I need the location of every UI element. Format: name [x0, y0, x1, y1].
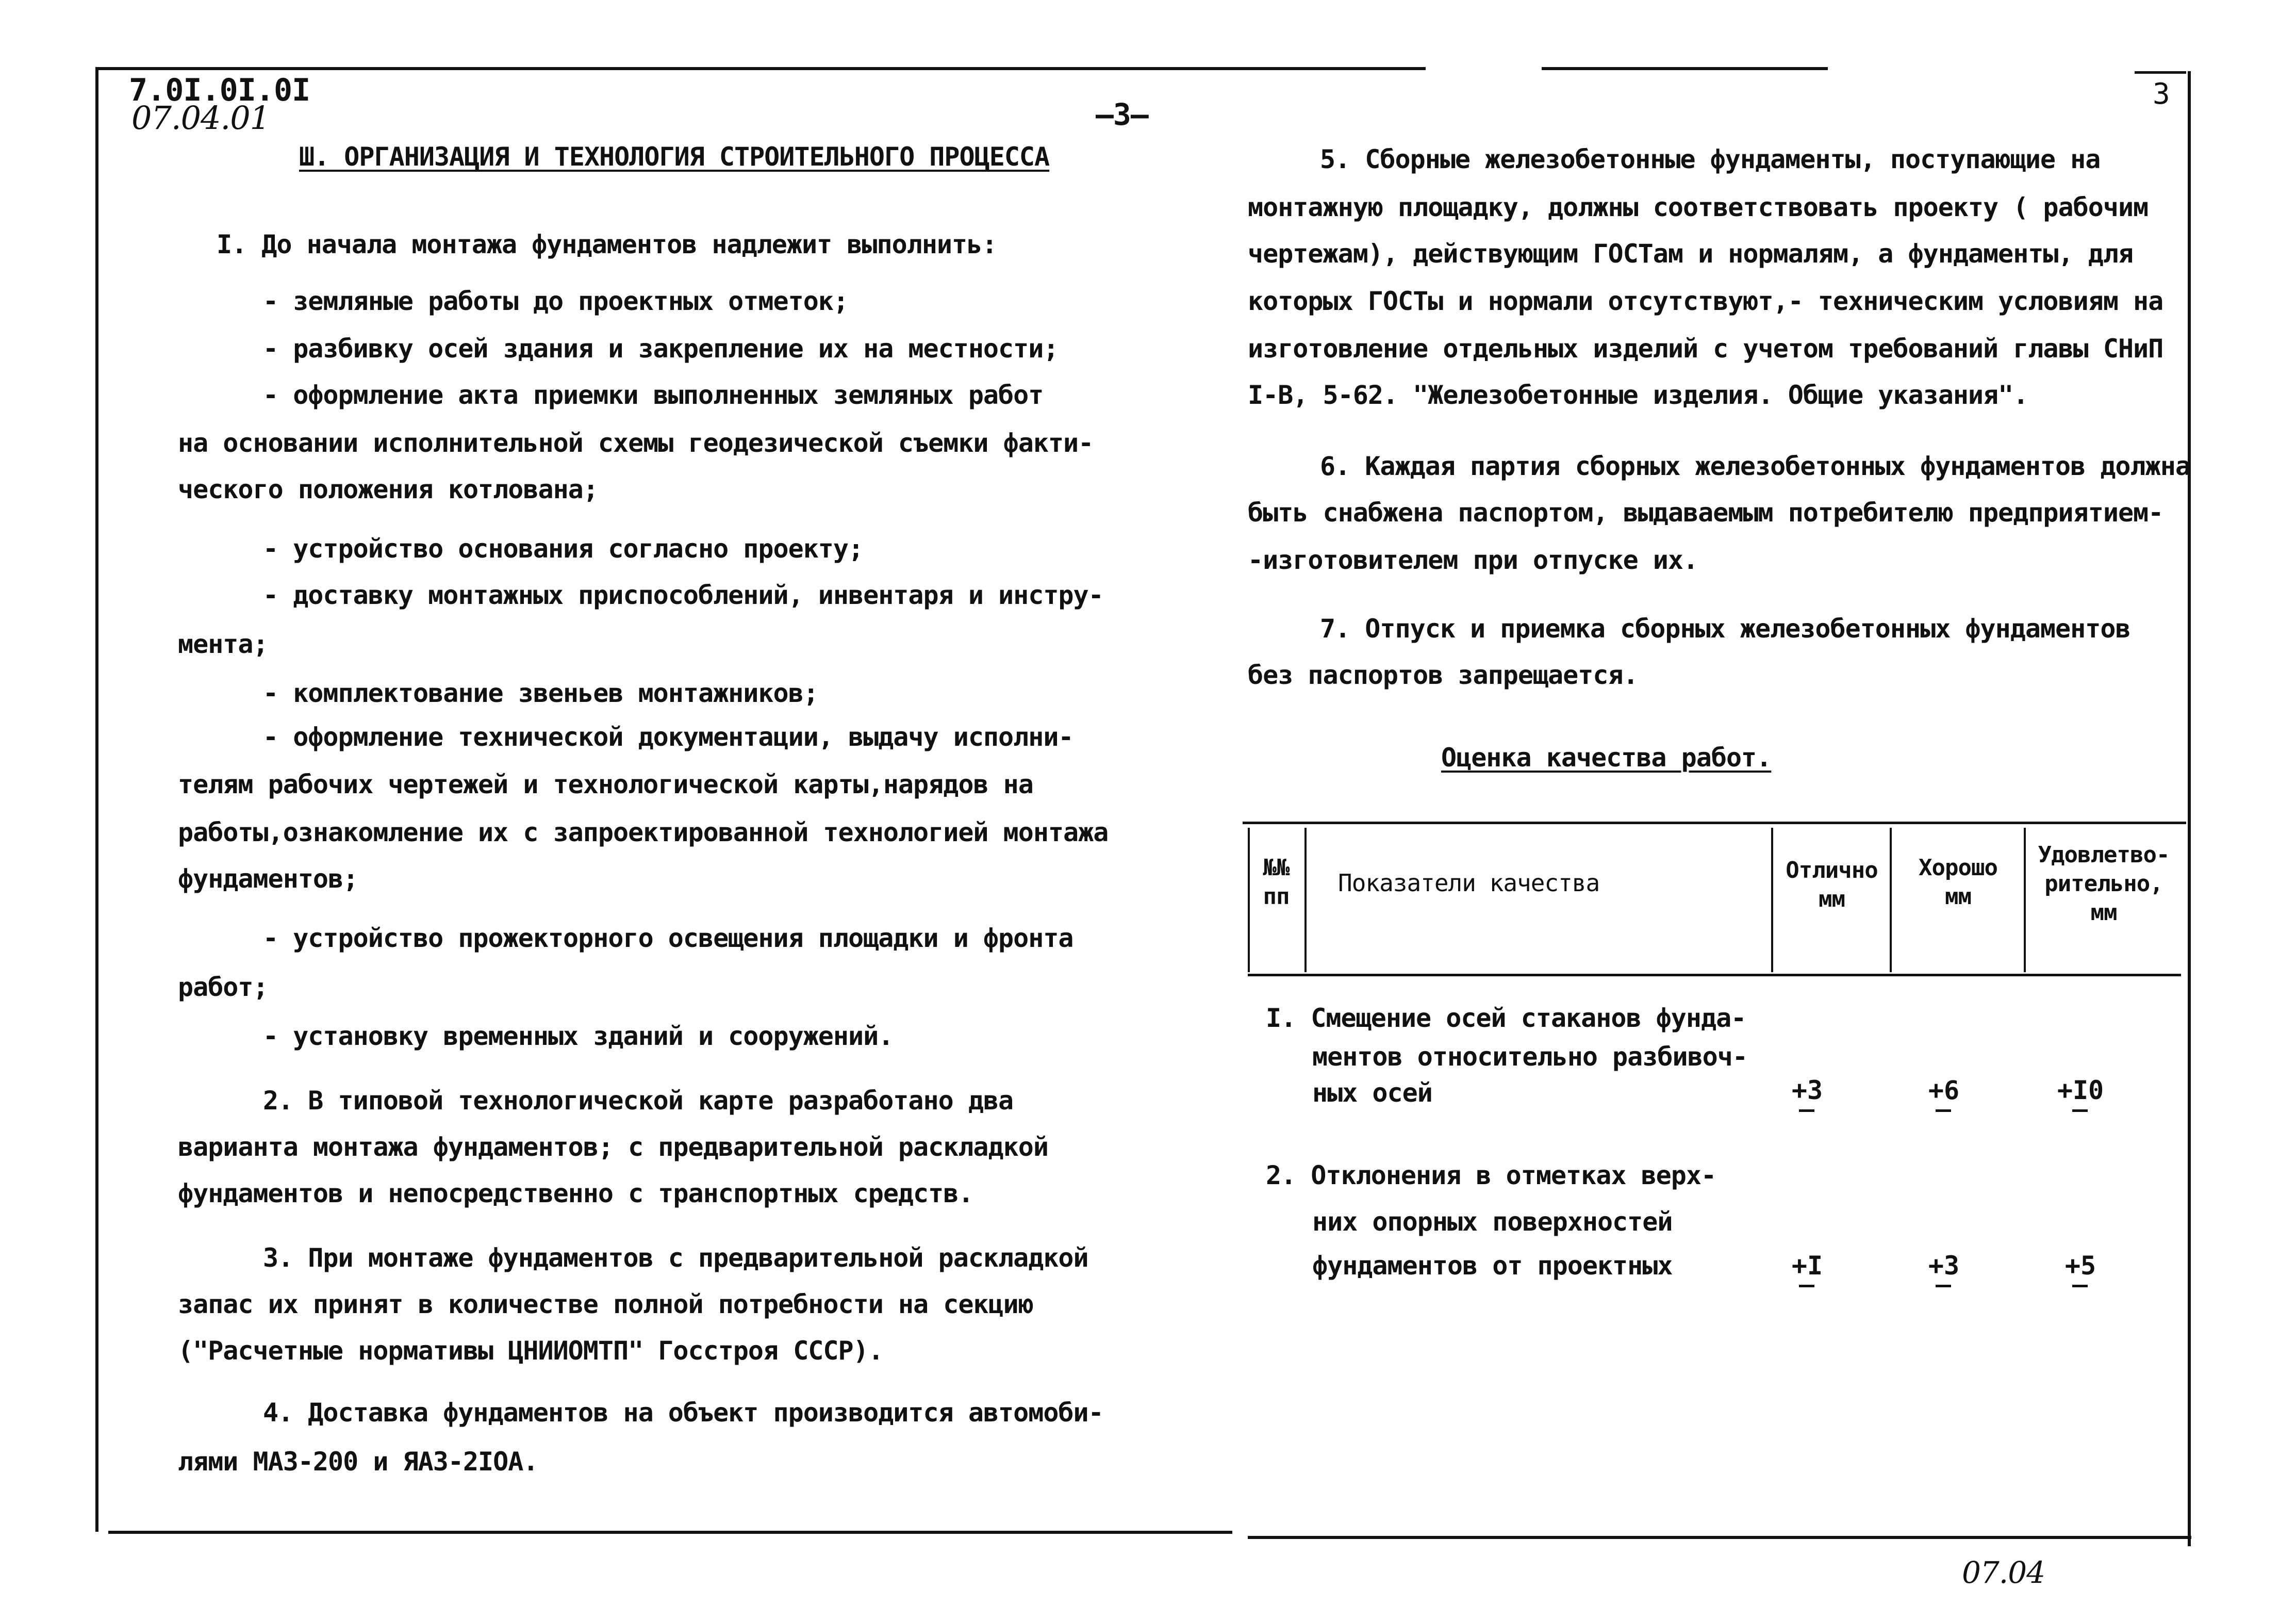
left-line: - установку временных зданий и сооружений.	[263, 1021, 894, 1051]
table-row-text: ных осей	[1312, 1078, 1432, 1108]
header-num-line: №№	[1263, 855, 1290, 881]
right-line: изготовление отдельных изделий с учетом требований главы СНиП	[1248, 334, 2163, 364]
left-line: - разбивку осей здания и закрепление их на местности;	[263, 334, 1059, 364]
table-col-divider	[1304, 828, 1307, 972]
left-line: 4. Доставка фундаментов на объект производится автомоби-	[263, 1398, 1103, 1428]
frame-top-right	[1542, 67, 1828, 70]
table-col-divider	[1248, 828, 1250, 972]
header-num-line: пп	[1263, 883, 1290, 910]
frame-bottom-left	[108, 1531, 1232, 1534]
left-line: лями МАЗ-200 и ЯАЗ-2IOА.	[178, 1447, 538, 1477]
left-line: ческого положения котлована;	[178, 474, 598, 504]
table-top-rule	[1243, 822, 2186, 824]
left-line: - оформление технической документации, выдачу исполни-	[263, 722, 1073, 752]
table-row-text: них опорных поверхностей	[1312, 1207, 1673, 1237]
left-line: работы,ознакомление их с запроектированной технологией монтажа	[178, 817, 1109, 847]
header-excellent	[1774, 856, 1890, 914]
frame-left	[95, 67, 98, 1532]
left-line: - устройство прожекторного освещения площадки и фронта	[263, 923, 1073, 953]
right-line: 7. Отпуск и приемка сборных железобетонных фундаментов	[1320, 614, 2130, 644]
header-good-line: Хорошо	[1919, 855, 1997, 881]
header-satisfactory-line: рительно,	[2044, 871, 2163, 897]
table-header-rule	[1248, 974, 2181, 976]
header-indicator: Показатели качества	[1338, 869, 1600, 897]
left-line: 3. При монтаже фундаментов с предварительной раскладкой	[263, 1243, 1088, 1273]
right-line: без паспортов запрещается.	[1248, 660, 1638, 690]
header-satisfactory-line: мм	[2090, 899, 2117, 926]
header-excellent-line: Отлично	[1786, 857, 1878, 883]
frame-bottom-right	[1248, 1536, 2191, 1539]
header-satisfactory	[2026, 841, 2181, 927]
right-line: 5. Сборные железобетонные фундаменты, поступающие на	[1320, 144, 2101, 174]
right-line: -изготовителем при отпуске их.	[1248, 545, 1698, 575]
value-satisfactory: +I0	[2029, 1075, 2132, 1105]
right-line: I-В, 5-62. "Железобетонные изделия. Общие указания".	[1248, 380, 2028, 410]
frame-top-corner	[2135, 71, 2186, 74]
left-line: запас их принят в количестве полной потребности на секцию	[178, 1289, 1033, 1319]
left-line: - комплектование звеньев монтажников;	[263, 678, 818, 708]
left-line: фундаментов и непосредственно с транспортных средств.	[178, 1178, 973, 1208]
page-number-center: —3—	[1096, 97, 1148, 132]
table-row-text: 2. Отклонения в отметках верх-	[1266, 1160, 1716, 1190]
value-satisfactory: +5	[2029, 1251, 2132, 1281]
footer-handwritten-code: 07.04	[1962, 1555, 2045, 1590]
value-excellent: +I	[1756, 1251, 1859, 1281]
frame-top-left	[95, 67, 1426, 70]
table-row-text: фундаментов от проектных	[1312, 1251, 1673, 1281]
value-excellent: +3	[1756, 1075, 1859, 1105]
table-row-text: I. Смещение осей стаканов фунда-	[1266, 1003, 1746, 1033]
frame-right	[2188, 71, 2191, 1546]
left-line: - земляные работы до проектных отметок;	[263, 286, 848, 316]
right-line: быть снабжена паспортом, выдаваемым потребителю предприятием-	[1248, 498, 2163, 528]
header-num	[1250, 854, 1302, 911]
right-line: монтажную площадку, должны соответствовать проекту ( рабочим	[1248, 192, 2149, 222]
right-line: которых ГОСТы и нормали отсутствуют,- техническим условиям на	[1248, 286, 2163, 316]
left-line: фундаментов;	[178, 864, 358, 894]
left-line: варианта монтажа фундаментов; с предварительной раскладкой	[178, 1132, 1048, 1162]
right-line: 6. Каждая партия сборных железобетонных фундаментов должна	[1320, 451, 2190, 481]
left-line: на основании исполнительной схемы геодезической съемки факти-	[178, 428, 1094, 458]
page-number-corner: 3	[2153, 77, 2170, 111]
header-satisfactory-line: Удовлетво-	[2038, 842, 2170, 868]
section-title: Ш. ОРГАНИЗАЦИЯ И ТЕХНОЛОГИЯ СТРОИТЕЛЬНОГО ПРОЦЕССА	[299, 142, 1050, 172]
header-excellent-line: мм	[1819, 886, 1845, 912]
table-col-divider	[2024, 828, 2026, 972]
left-line: мента;	[178, 629, 268, 659]
value-good: +3	[1892, 1251, 1995, 1281]
quality-title: Оценка качества работ.	[1441, 743, 1772, 773]
table-col-divider	[1890, 828, 1892, 972]
left-line: работ;	[178, 972, 268, 1002]
left-line: телям рабочих чертежей и технологической карты,нарядов на	[178, 769, 1033, 799]
left-line: - устройство основания согласно проекту;	[263, 534, 864, 564]
header-good-line: мм	[1945, 883, 1971, 910]
left-line: I. До начала монтажа фундаментов надлежит выполнить:	[217, 230, 997, 259]
table-row-text: ментов относительно разбивоч-	[1312, 1042, 1747, 1072]
doc-code: 7.0I.0I.0I	[129, 72, 310, 108]
doc-code-handwritten: 07.04.01	[131, 99, 270, 137]
left-line: ("Расчетные нормативы ЦНИИОМТП" Госстроя СССР).	[178, 1336, 883, 1366]
value-good: +6	[1892, 1075, 1995, 1105]
left-line: - доставку монтажных приспособлений, инвентаря и инстру-	[263, 580, 1103, 610]
left-line: 2. В типовой технологической карте разработано два	[263, 1086, 1014, 1116]
left-line: - оформление акта приемки выполненных земляных работ	[263, 380, 1044, 410]
header-good	[1892, 854, 2024, 911]
table-col-divider	[1771, 828, 1773, 972]
right-line: чертежам), действующим ГОСТам и нормалям, а фундаменты, для	[1248, 239, 2134, 269]
